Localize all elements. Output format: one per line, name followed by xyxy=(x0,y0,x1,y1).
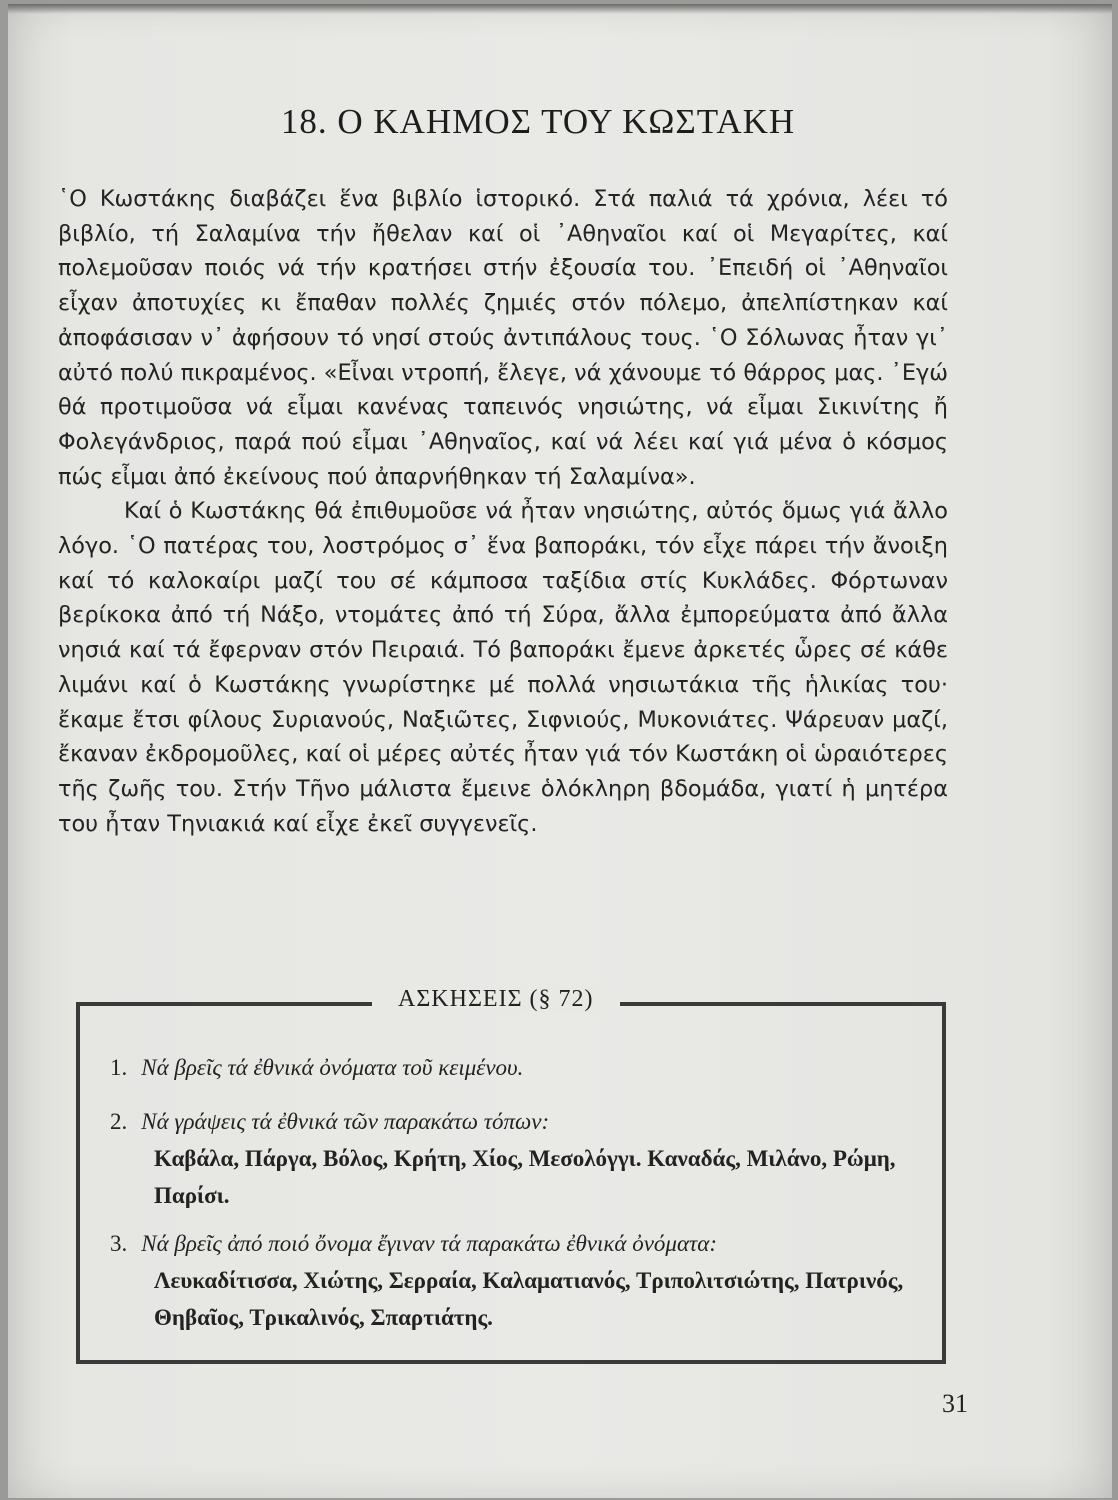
chapter-title: 18. Ο ΚΑΗΜΟΣ ΤΟΥ ΚΩΣΤΑΚΗ xyxy=(280,102,796,141)
page-number: 31 xyxy=(942,1389,968,1418)
exercise-question: Νά γράψεις τά ἐθνικά τῶν παρακάτω τόπων: xyxy=(141,1109,550,1134)
exercise-number: 1. xyxy=(110,1055,128,1080)
exercise-number: 2. xyxy=(110,1109,128,1134)
exercise-answer: Λευκαδίτισσα, Χιώτης, Σερραία, Καλαματιανός, Τριπολιτσιώτης, Πατρινός, Θηβαῖος, Τρικαλινός, Σπαρτιάτης. xyxy=(154,1268,904,1330)
exercise-number: 3. xyxy=(110,1231,128,1256)
book-page xyxy=(8,4,1112,1498)
paragraph-1: ῾Ο Κωστάκης διαβάζει ἕνα βιβλίο ἱστορικό. Στά παλιά τά χρόνια, λέει τό βιβλίο, τή Σαλαμίνα τήν ἤθελαν καί οἱ ᾿Αθηναῖοι καί οἱ Μεγαρίτες, καί πολεμοῦσαν ποιός νά τήν κρατήσει στήν ἐξουσία του. ᾿Επειδή οἱ ᾿Αθηναῖοι εἶχαν ἀποτυχίες κι ἔπαθαν πολλές ζημιές στόν πόλεμο, ἀπελπίστηκαν καί ἀποφάσισαν ν᾿ ἀφήσουν τό νησί στούς ἀντιπάλους τους. ῾Ο Σόλωνας ἦταν γι᾿ αὐτό πολύ πικραμένος. «Εἶναι ντροπή, ἔλεγε, νά χάνουμε τό θάρρος μας. ᾿Εγώ θά προτιμοῦσα νά εἶμαι κανένας ταπεινός νησιώτης, νά εἶμαι Σικινίτης ἤ Φολεγάνδριος, παρά πού εἶμαι ᾿Αθηναῖος, καί νά λέει καί γιά μένα ὁ κόσμος πώς εἶμαι ἀπό ἐκείνους πού ἀπαρνήθηκαν τή Σαλαμίνα». xyxy=(58,186,948,490)
exercise-question: Νά βρεῖς τά ἐθνικά ὀνόματα τοῦ κειμένου. xyxy=(141,1055,524,1080)
exercise-answer: Καβάλα, Πάργα, Βόλος, Κρήτη, Χίος, Μεσολόγγι. Καναδάς, Μιλάνο, Ρώμη, Παρίσι. xyxy=(154,1146,896,1208)
exercise-question: Νά βρεῖς ἀπό ποιό ὄνομα ἔγιναν τά παρακάτω ἐθνικά ὀνόματα: xyxy=(141,1231,717,1256)
story-text xyxy=(58,182,948,841)
exercise-3 xyxy=(110,1226,930,1336)
exercise-1 xyxy=(110,1050,930,1086)
exercise-2 xyxy=(110,1104,930,1214)
paragraph-2: Καί ὁ Κωστάκης θά ἐπιθυμοῦσε νά ἦταν νησιώτης, αὐτός ὅμως γιά ἄλλο λόγο. ῾Ο πατέρας του, λοστρόμος σ᾿ ἕνα βαποράκι, τόν εἶχε πάρει τήν ἄνοιξη καί τό καλοκαίρι μαζί του σέ κάμποσα ταξίδια στίς Κυκλάδες. Φόρτωναν βερίκοκα ἀπό τή Νάξο, ντομάτες ἀπό τή Σύρα, ἄλλα ἐμπορεύματα ἀπό ἄλλα νησιά καί τά ἔφερναν στόν Πειραιά. Τό βαποράκι ἔμενε ἀρκετές ὧρες σέ κάθε λιμάνι καί ὁ Κωστάκης γνωρίστηκε μέ πολλά νησιωτάκια τῆς ἡλικίας του· ἔκαμε ἔτσι φίλους Συριανούς, Ναξιῶτες, Σιφνιούς, Μυκονιάτες. Ψάρευαν μαζί, ἔκαναν ἐκδρομοῦλες, καί οἱ μέρες αὐτές ἦταν γιά τόν Κωστάκη οἱ ὡραιότερες τῆς ζωῆς του. Στήν Τῆνο μάλιστα ἔμεινε ὁλόκληρη βδομάδα, γιατί ἡ μητέρα του ἦταν Τηνιακιά καί εἶχε ἐκεῖ συγγενεῖς. xyxy=(58,498,948,837)
exercises-heading: ΑΣΚΗΣΕΙΣ (§ 72) xyxy=(372,986,620,1013)
page-top-shadow xyxy=(8,4,1112,14)
